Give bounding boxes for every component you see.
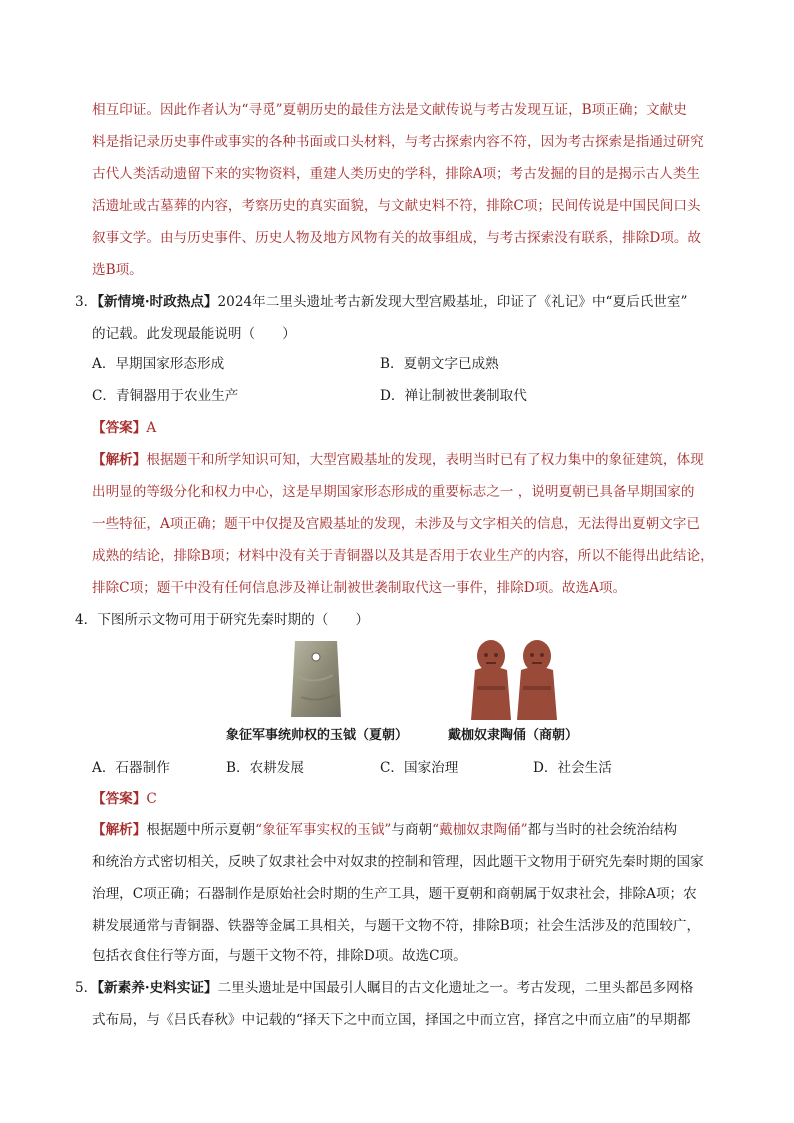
q2-analysis-line: 古代人类活动遗留下来的实物资料，重建人类历史的学科，排除A项；考古发掘的目的是揭示古人类生 [92, 166, 700, 182]
question-3-stem [75, 292, 687, 312]
q4-option-c: C．国家治理 [380, 760, 459, 776]
q4-answer [92, 789, 157, 809]
q4-option-a: A．石器制作 [92, 760, 170, 776]
q3-option-b: B．夏朝文字已成熟 [380, 356, 499, 372]
q3-option-a: A．早期国家形态形成 [92, 356, 225, 372]
q3-option-c: C．青铜器用于农业生产 [92, 388, 239, 404]
question-text: 二里头遗址是中国最引人瞩目的古文化遗址之一。考古发现，二里头都邑多网格 [217, 980, 694, 996]
question-number: 5． [75, 980, 98, 996]
q2-analysis-line: 相互印证。因此作者认为“寻觅”夏朝历史的最佳方法是文献传说与考古发现互证，B项正确；文献史 [92, 102, 687, 118]
analysis-text: 根据题中所示夏朝 [146, 822, 256, 838]
analysis-text: 都与当时的社会统治结构 [527, 822, 678, 838]
q4-analysis-line: 耕发展通常与青铜器、铁器等金属工具相关，与题干文物不符，排除B项；社会生活涉及的范围较广， [92, 918, 701, 934]
figure-caption-right: 戴枷奴隶陶俑（商朝） [448, 728, 579, 743]
answer-value: C [146, 791, 157, 807]
q3-option-d: D．禅让制被世袭制取代 [380, 388, 527, 404]
analysis-text: 根据题干和所学知识可知，大型宫殿基址的发现，表明当时已有了权力集中的象征建筑，体现 [146, 452, 704, 468]
q2-analysis-line: 叙事文学。由与历史事件、历史人物及地方风物有关的故事组成，与考古探索没有联系，排除D项。故 [92, 230, 702, 246]
analysis-quote: “戴枷奴隶陶俑” [432, 822, 528, 838]
answer-label: 【答案】 [92, 791, 147, 807]
q2-analysis-line: 活遗址或古墓葬的内容，考察历史的真实面貌，与文献史料不符，排除C项；民间传说是中国民间口头 [92, 198, 701, 214]
question-tag: 【新素养·史料实证】 [97, 980, 218, 996]
question-text: 下图所示文物可用于研究先秦时期的（ ） [97, 612, 370, 628]
q2-analysis-line: 料是指记录历史事件或事实的各种书面或口头材料，与考古探索内容不符，因为考古探索是指通过研究 [92, 134, 704, 150]
question-3-stem-cont: 的记载。此发现最能说明（ ） [92, 326, 296, 342]
question-number: 3． [75, 294, 98, 310]
analysis-quote: “象征军事实权的玉钺” [255, 822, 392, 838]
question-text: 2024年二里头遗址考古新发现大型宫殿基址，印证了《礼记》中“夏后氏世室” [217, 294, 688, 310]
q4-analysis-line: 治理，C项正确；石器制作是原始社会时期的生产工具，题干夏朝和商朝属于奴隶社会，排除A项；农 [92, 886, 697, 902]
q4-analysis-line [92, 820, 677, 840]
q3-analysis-line: 排除C项；题干中没有任何信息涉及禅让制被世袭制取代这一事件，排除D项。故选A项。 [92, 580, 627, 596]
answer-label: 【答案】 [92, 420, 147, 436]
figure-caption-left: 象征军事统帅权的玉钺（夏朝） [226, 728, 409, 743]
question-5-stem [75, 978, 693, 998]
q3-analysis-line: 成熟的结论，排除B项；材料中没有关于青铜器以及其是否用于农业生产的内容，所以不能得出此结论， [92, 548, 714, 564]
q4-analysis-line: 和统治方式密切相关，反映了奴隶社会中对奴隶的控制和管理，因此题干文物用于研究先秦时期的国家 [92, 854, 704, 870]
question-number: 4． [75, 612, 98, 628]
question-tag: 【新情境·时政热点】 [97, 294, 218, 310]
analysis-label: 【解析】 [92, 822, 147, 838]
q4-analysis-line: 包括衣食住行等方面，与题干文物不符，排除D项。故选C项。 [92, 948, 467, 964]
question-4-stem [75, 610, 369, 630]
question-5-stem-cont: 式布局，与《吕氏春秋》中记载的“择天下之中而立国，择国之中而立宫，择宫之中而立庙”的早期都 [92, 1012, 691, 1028]
q3-answer [92, 418, 156, 438]
analysis-label: 【解析】 [92, 452, 147, 468]
q4-option-d: D．社会生活 [533, 760, 612, 776]
answer-value: A [146, 420, 157, 436]
q2-analysis-line: 选B项。 [92, 262, 143, 278]
jade-axe-image [287, 637, 345, 721]
q3-analysis-line: 出明显的等级分化和权力中心，这是早期国家形态形成的重要标志之一 ，说明夏朝已具备早期国家的 [92, 484, 695, 500]
q3-analysis-line: 一些特征，A项正确；题干中仅提及宫殿基址的发现，未涉及与文字相关的信息，无法得出夏朝文字已 [92, 516, 700, 532]
clay-figurines-image [467, 636, 561, 722]
q4-option-b: B．农耕发展 [226, 760, 304, 776]
analysis-text: 与商朝 [391, 822, 433, 838]
q3-analysis-line [92, 450, 704, 470]
